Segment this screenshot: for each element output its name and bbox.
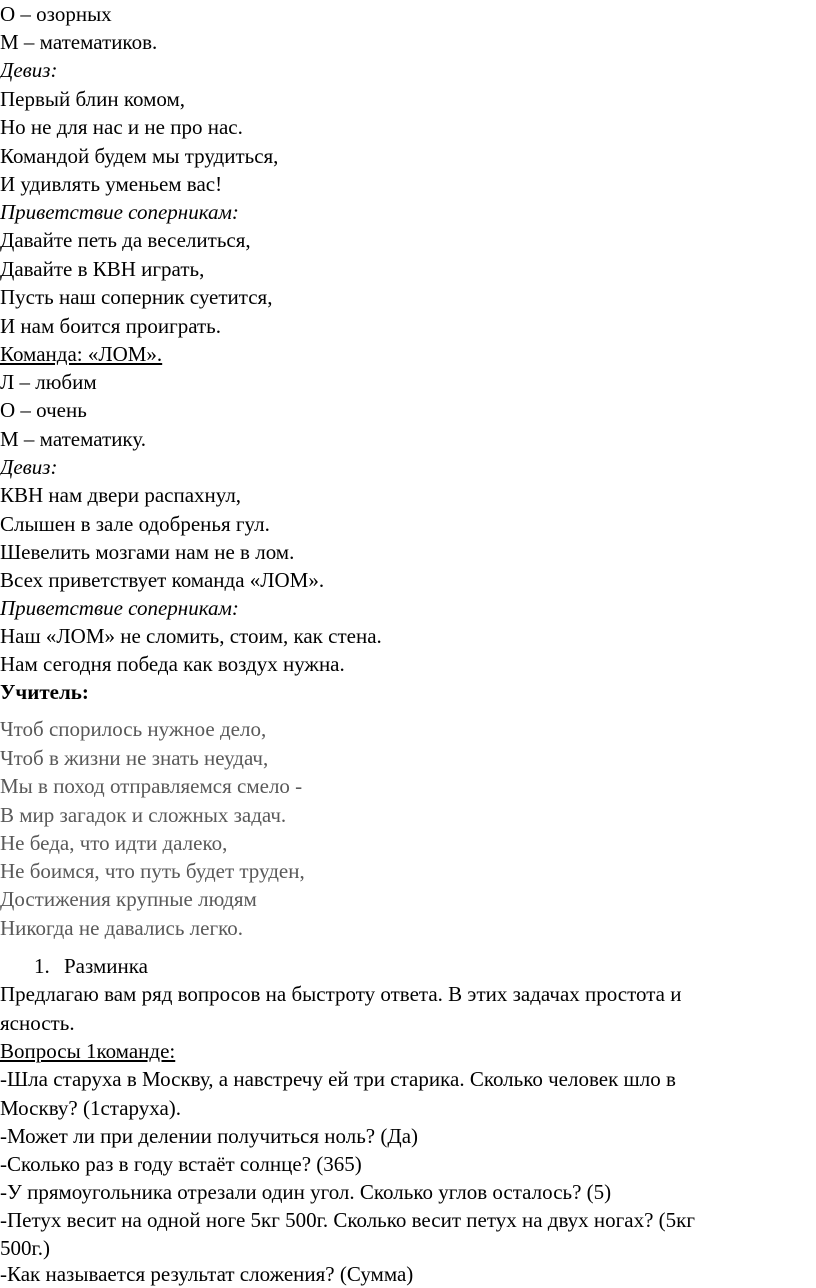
teacher-poem-line: В мир загадок и сложных задач. [0, 803, 287, 827]
question-line: -У прямоугольника отрезали один угол. Сколько углов осталось? (5) [0, 1180, 612, 1204]
teacher-poem-line: Никогда не давались легко. [0, 916, 243, 940]
teacher-poem-line: Мы в поход отправляемся смело - [0, 774, 303, 798]
team2-letter-line: О – очень [0, 398, 87, 422]
teacher-poem-line: Достижения крупные людям [0, 887, 257, 911]
teacher-poem-line: Чтоб в жизни не знать неудач, [0, 746, 269, 770]
team2-motto-heading: Девиз: [0, 455, 58, 479]
team1-motto-heading: Девиз: [0, 58, 58, 82]
question-line: -Сколько раз в году встаёт солнце? (365) [0, 1152, 362, 1176]
teacher-poem-line: Не беда, что идти далеко, [0, 831, 228, 855]
teacher-poem-line: Чтоб спорилось нужное дело, [0, 717, 267, 741]
team2-greeting-heading: Приветствие соперникам: [0, 596, 239, 620]
section-intro-line: ясность. [0, 1011, 75, 1035]
team2-motto-line: Шевелить мозгами нам не в лом. [0, 540, 295, 564]
team1-motto-line: Командой будем мы трудиться, [0, 144, 279, 168]
team1-motto-line: Но не для нас и не про нас. [0, 115, 243, 139]
question-line: -Петух весит на одной ноге 5кг 500г. Сколько весит петух на двух ногах? (5кг [0, 1208, 695, 1232]
section-title: Разминка [64, 954, 148, 978]
section-intro-line: Предлагаю вам ряд вопросов на быстроту ответа. В этих задачах простота и [0, 982, 682, 1006]
team1-greeting-line: Давайте в КВН играть, [0, 257, 205, 281]
team2-title: Команда: «ЛОМ». [0, 342, 163, 366]
team1-letter-m: М – математиков. [0, 30, 158, 54]
team1-letter-o: О – озорных [0, 2, 112, 26]
question-line: 500г.) [0, 1236, 50, 1260]
question-line: Москву? (1старуха). [0, 1096, 182, 1120]
team2-motto-line: КВН нам двери распахнул, [0, 483, 242, 507]
teacher-label: Учитель: [0, 680, 89, 704]
teacher-poem-line: Не боимся, что путь будет труден, [0, 859, 305, 883]
team2-letter-line: М – математику. [0, 427, 146, 451]
team2-motto-line: Слышен в зале одобренья гул. [0, 512, 270, 536]
questions-heading: Вопросы 1команде: [0, 1039, 176, 1063]
section-number: 1. [34, 954, 50, 978]
team1-motto-line: И удивлять уменьем вас! [0, 172, 223, 196]
team1-motto-line: Первый блин комом, [0, 87, 186, 111]
team2-greeting-line: Нам сегодня победа как воздух нужна. [0, 652, 345, 676]
team1-greeting-heading: Приветствие соперникам: [0, 200, 239, 224]
question-line: -Шла старуха в Москву, а навстречу ей три старика. Сколько человек шло в [0, 1067, 676, 1091]
team2-greeting-line: Наш «ЛОМ» не сломить, стоим, как стена. [0, 624, 382, 648]
team1-greeting-line: Пусть наш соперник суетится, [0, 285, 273, 309]
question-line: -Может ли при делении получиться ноль? (Да) [0, 1124, 419, 1148]
question-line: -Как называется результат сложения? (Сумма) [0, 1262, 414, 1286]
team2-motto-line: Всех приветствует команда «ЛОМ». [0, 568, 325, 592]
team1-greeting-line: И нам боится проиграть. [0, 314, 221, 338]
team1-greeting-line: Давайте петь да веселиться, [0, 228, 251, 252]
team2-letter-line: Л – любим [0, 370, 97, 394]
